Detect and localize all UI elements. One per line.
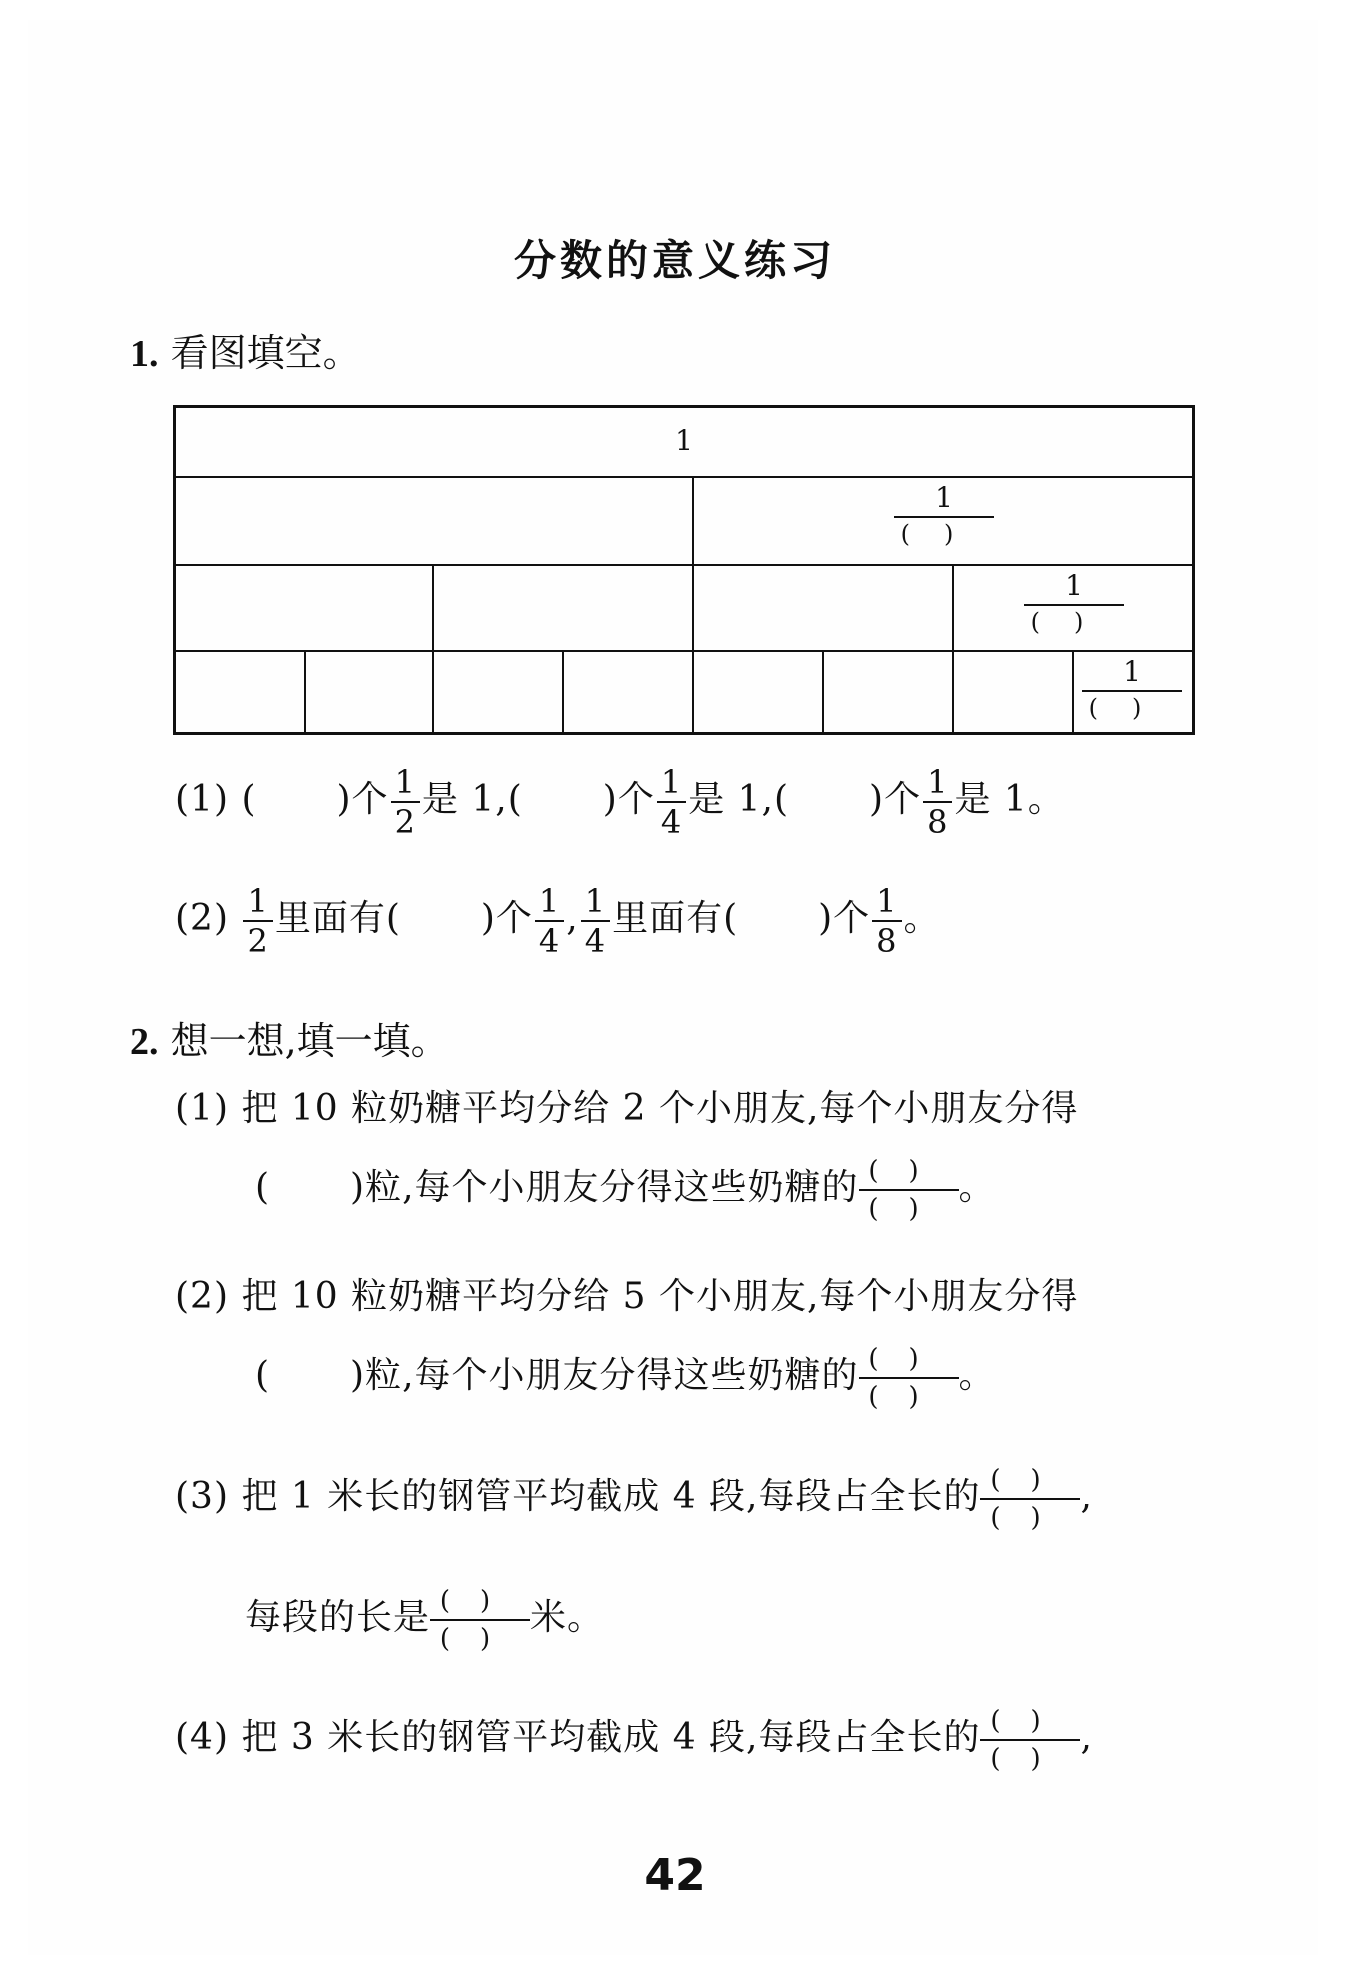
q1-part1 <box>175 763 1065 841</box>
fraction-denominator: () <box>990 1744 1071 1774</box>
fraction-denominator: 4 <box>538 922 561 960</box>
fraction-numerator: () <box>859 1158 959 1191</box>
q2-part1-line1 <box>175 1080 1078 1131</box>
close-paren: ) <box>336 779 352 820</box>
fraction-numerator: () <box>859 1346 959 1379</box>
fraction-numerator: () <box>980 1467 1080 1500</box>
fraction-denominator: () <box>439 1624 521 1654</box>
blank-fraction[interactable] <box>980 1467 1080 1531</box>
problem-text: )粒,每个小朋友分得这些奶糖的 <box>350 1167 859 1208</box>
half-cell <box>694 478 1192 564</box>
q1-heading-text: 看图填空。 <box>170 331 361 375</box>
end-text: 。 <box>958 1355 996 1396</box>
fraction-denominator: 2 <box>247 922 269 960</box>
ge-text: 个 <box>884 779 922 820</box>
fraction-numerator: 1 <box>535 885 564 922</box>
q1-heading <box>130 322 361 377</box>
fraction-denominator: 4 <box>660 803 683 841</box>
page-number: 42 <box>644 1850 706 1901</box>
open-paren: ( <box>773 779 790 820</box>
ge-text: 个 <box>351 779 389 820</box>
fraction-denominator: () <box>1088 694 1176 722</box>
end-text: 米。 <box>530 1597 605 1638</box>
blank-fraction[interactable] <box>980 1708 1080 1772</box>
fraction-denominator: () <box>990 1503 1071 1533</box>
is-one-text: 是 1, <box>421 779 508 820</box>
blank-fraction[interactable] <box>859 1158 959 1222</box>
quarter-cell <box>176 566 434 650</box>
end-text: 。 <box>958 1167 996 1208</box>
is-one-text: 是 1, <box>688 779 774 820</box>
quarter-cell <box>954 566 1192 650</box>
quarter-cell <box>434 566 694 650</box>
part-label: (2) <box>175 1276 229 1317</box>
problem-text: 把 3 米长的钢管平均截成 4 段,每段占全长的 <box>241 1717 981 1758</box>
q2-part1-line2 <box>255 1158 996 1222</box>
page <box>28 20 1318 1955</box>
part-label: (2) <box>175 898 229 939</box>
problem-text: 把 10 粒奶糖平均分给 2 个小朋友,每个小朋友分得 <box>241 1088 1079 1129</box>
quarter-fraction <box>1024 569 1124 636</box>
fraction-numerator: 1 <box>391 766 420 803</box>
ge-text: )个 <box>480 898 533 939</box>
fraction-denominator: () <box>1030 608 1118 636</box>
fraction-numerator: 1 <box>872 885 901 922</box>
fraction-quarter <box>657 763 686 841</box>
end-text: , <box>1080 1717 1093 1758</box>
table-row-quarters <box>176 566 1192 652</box>
fraction-numerator: () <box>430 1588 530 1621</box>
fraction-half <box>391 763 420 841</box>
ge-text: )个 <box>818 898 871 939</box>
eighth-cell <box>434 652 564 734</box>
fraction-numerator: 1 <box>243 885 272 922</box>
fraction-denominator: 4 <box>584 922 607 960</box>
fraction-half <box>243 882 272 960</box>
part-label: (1) <box>175 1088 229 1129</box>
table-row-halves <box>176 478 1192 566</box>
half-fraction <box>894 481 994 548</box>
q2-heading <box>130 1010 449 1065</box>
q2-heading-text: 想一想,填一填。 <box>170 1019 449 1063</box>
part-label: (1) <box>175 779 229 820</box>
fraction-quarter <box>581 882 610 960</box>
fraction-numerator: 1 <box>657 766 686 803</box>
open-paren: ( <box>241 779 257 820</box>
open-paren: ( <box>507 779 523 820</box>
fraction-denominator: 8 <box>927 803 949 841</box>
eighth-cell <box>306 652 434 734</box>
half-cell <box>176 478 694 564</box>
fraction-denominator: 8 <box>876 922 898 960</box>
fraction-eighth <box>923 763 952 841</box>
eighth-cell <box>824 652 954 734</box>
has-text: 里面有( <box>274 898 401 939</box>
eighth-cell <box>176 652 306 734</box>
whole-label: 1 <box>675 424 693 457</box>
fraction-denominator: () <box>900 520 988 548</box>
open-paren: ( <box>255 1355 271 1396</box>
q2-part4-line1 <box>175 1708 1093 1772</box>
fraction-eighth <box>872 882 901 960</box>
blank-fraction[interactable] <box>430 1588 530 1652</box>
eighth-cell <box>954 652 1074 734</box>
end-text: 是 1。 <box>954 779 1065 820</box>
fraction-table <box>173 405 1195 735</box>
table-row-eighths <box>176 652 1192 734</box>
close-paren: ) <box>602 779 618 820</box>
end-text: 。 <box>903 898 941 939</box>
part-label: (3) <box>175 1476 229 1517</box>
part-label: (4) <box>175 1717 229 1758</box>
eighth-cell <box>1074 652 1192 734</box>
q2-part2-line1 <box>175 1268 1078 1319</box>
eighth-fraction <box>1082 655 1182 722</box>
fraction-denominator: () <box>868 1194 949 1224</box>
q2-part2-line2 <box>255 1346 996 1410</box>
table-row-whole <box>176 408 1192 478</box>
fraction-denominator: () <box>868 1382 949 1412</box>
fraction-numerator: 1 <box>923 766 952 803</box>
close-paren: ) <box>869 779 885 820</box>
eighth-cell <box>694 652 824 734</box>
fraction-denominator: 2 <box>394 803 416 841</box>
q1-number: 1. <box>130 333 159 375</box>
blank-fraction[interactable] <box>859 1346 959 1410</box>
open-paren: ( <box>255 1167 271 1208</box>
page-title: 分数的意义练习 <box>513 236 836 285</box>
problem-text: 每段的长是 <box>245 1597 431 1638</box>
q2-part3-line2 <box>245 1588 604 1652</box>
ge-text: 个 <box>617 779 655 820</box>
fraction-quarter <box>535 882 564 960</box>
comma: , <box>566 898 579 939</box>
eighth-cell <box>564 652 694 734</box>
fraction-numerator: 1 <box>1082 658 1182 692</box>
problem-text: 把 10 粒奶糖平均分给 5 个小朋友,每个小朋友分得 <box>241 1276 1079 1317</box>
fraction-numerator: 1 <box>581 885 610 922</box>
fraction-numerator: () <box>980 1708 1080 1741</box>
quarter-cell <box>694 566 954 650</box>
problem-text: 把 1 米长的钢管平均截成 4 段,每段占全长的 <box>241 1476 981 1517</box>
q1-part2 <box>175 882 941 960</box>
end-text: , <box>1080 1476 1093 1517</box>
problem-text: )粒,每个小朋友分得这些奶糖的 <box>350 1355 859 1396</box>
has-text: 里面有( <box>612 898 739 939</box>
fraction-numerator: 1 <box>894 484 994 518</box>
q2-part3-line1 <box>175 1467 1093 1531</box>
q2-number: 2. <box>130 1021 159 1063</box>
fraction-numerator: 1 <box>1024 572 1124 606</box>
